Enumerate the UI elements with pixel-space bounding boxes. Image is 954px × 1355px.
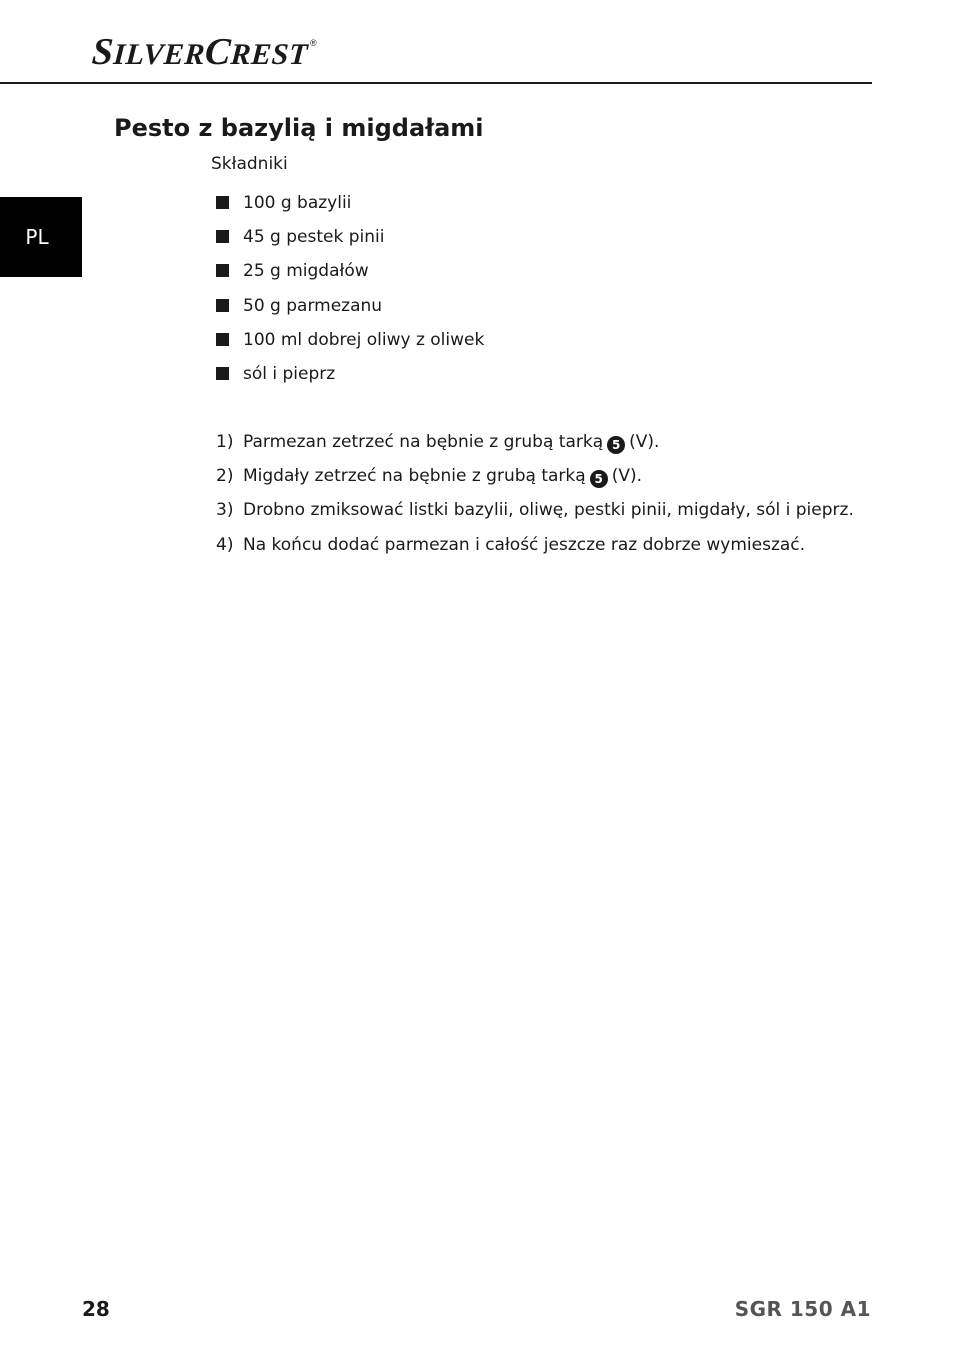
- ingredients-heading: Składniki: [211, 154, 288, 174]
- ingredients-list: [216, 190, 484, 395]
- page-number: 28: [82, 1297, 110, 1321]
- recipe-title: Pesto z bazylią i migdałami: [114, 114, 484, 142]
- part-reference-icon: 5: [590, 470, 608, 488]
- brand-logo: [92, 30, 317, 74]
- logo-word-silver: SILVER: [90, 31, 207, 73]
- ingredient-item: 100 ml dobrej oliwy z oliwek: [216, 327, 484, 361]
- step-number: 4): [216, 534, 234, 555]
- header-divider: [0, 82, 872, 84]
- square-bullet-icon: [216, 264, 229, 277]
- square-bullet-icon: [216, 299, 229, 312]
- step-number: 3): [216, 500, 234, 521]
- part-reference-icon: 5: [607, 436, 625, 454]
- step-number: 1): [216, 432, 234, 452]
- step-item: [216, 497, 854, 531]
- ingredient-item: 50 g parmezanu: [216, 293, 484, 327]
- language-tab-label: PL: [25, 225, 49, 249]
- step-item: [216, 532, 854, 566]
- step-number: 2): [216, 466, 234, 487]
- step-text: Migdały zetrzeć na bębnie z grubą tarką 5 (V).: [243, 466, 642, 487]
- ingredient-item: 45 g pestek pinii: [216, 224, 484, 258]
- logo-word-crest: CREST: [203, 31, 310, 73]
- step-text: Parmezan zetrzeć na bębnie z grubą tarką 5 (V).: [243, 432, 660, 452]
- language-tab: [0, 197, 82, 277]
- square-bullet-icon: [216, 230, 229, 243]
- ingredient-item: sól i pieprz: [216, 361, 484, 395]
- registered-mark: ®: [309, 38, 318, 48]
- step-item: [216, 463, 854, 497]
- ingredient-item: 100 g bazylii: [216, 190, 484, 224]
- step-text: Drobno zmiksować listki bazylii, oliwę, pestki pinii, migdały, sól i pieprz.: [243, 500, 854, 521]
- ingredient-item: 25 g migdałów: [216, 258, 484, 292]
- square-bullet-icon: [216, 196, 229, 209]
- step-item: [216, 429, 854, 463]
- square-bullet-icon: [216, 367, 229, 380]
- step-text: Na końcu dodać parmezan i całość jeszcze raz dobrze wymieszać.: [243, 534, 806, 555]
- model-name: SGR 150 A1: [734, 1297, 871, 1321]
- steps-list: [216, 429, 854, 566]
- square-bullet-icon: [216, 333, 229, 346]
